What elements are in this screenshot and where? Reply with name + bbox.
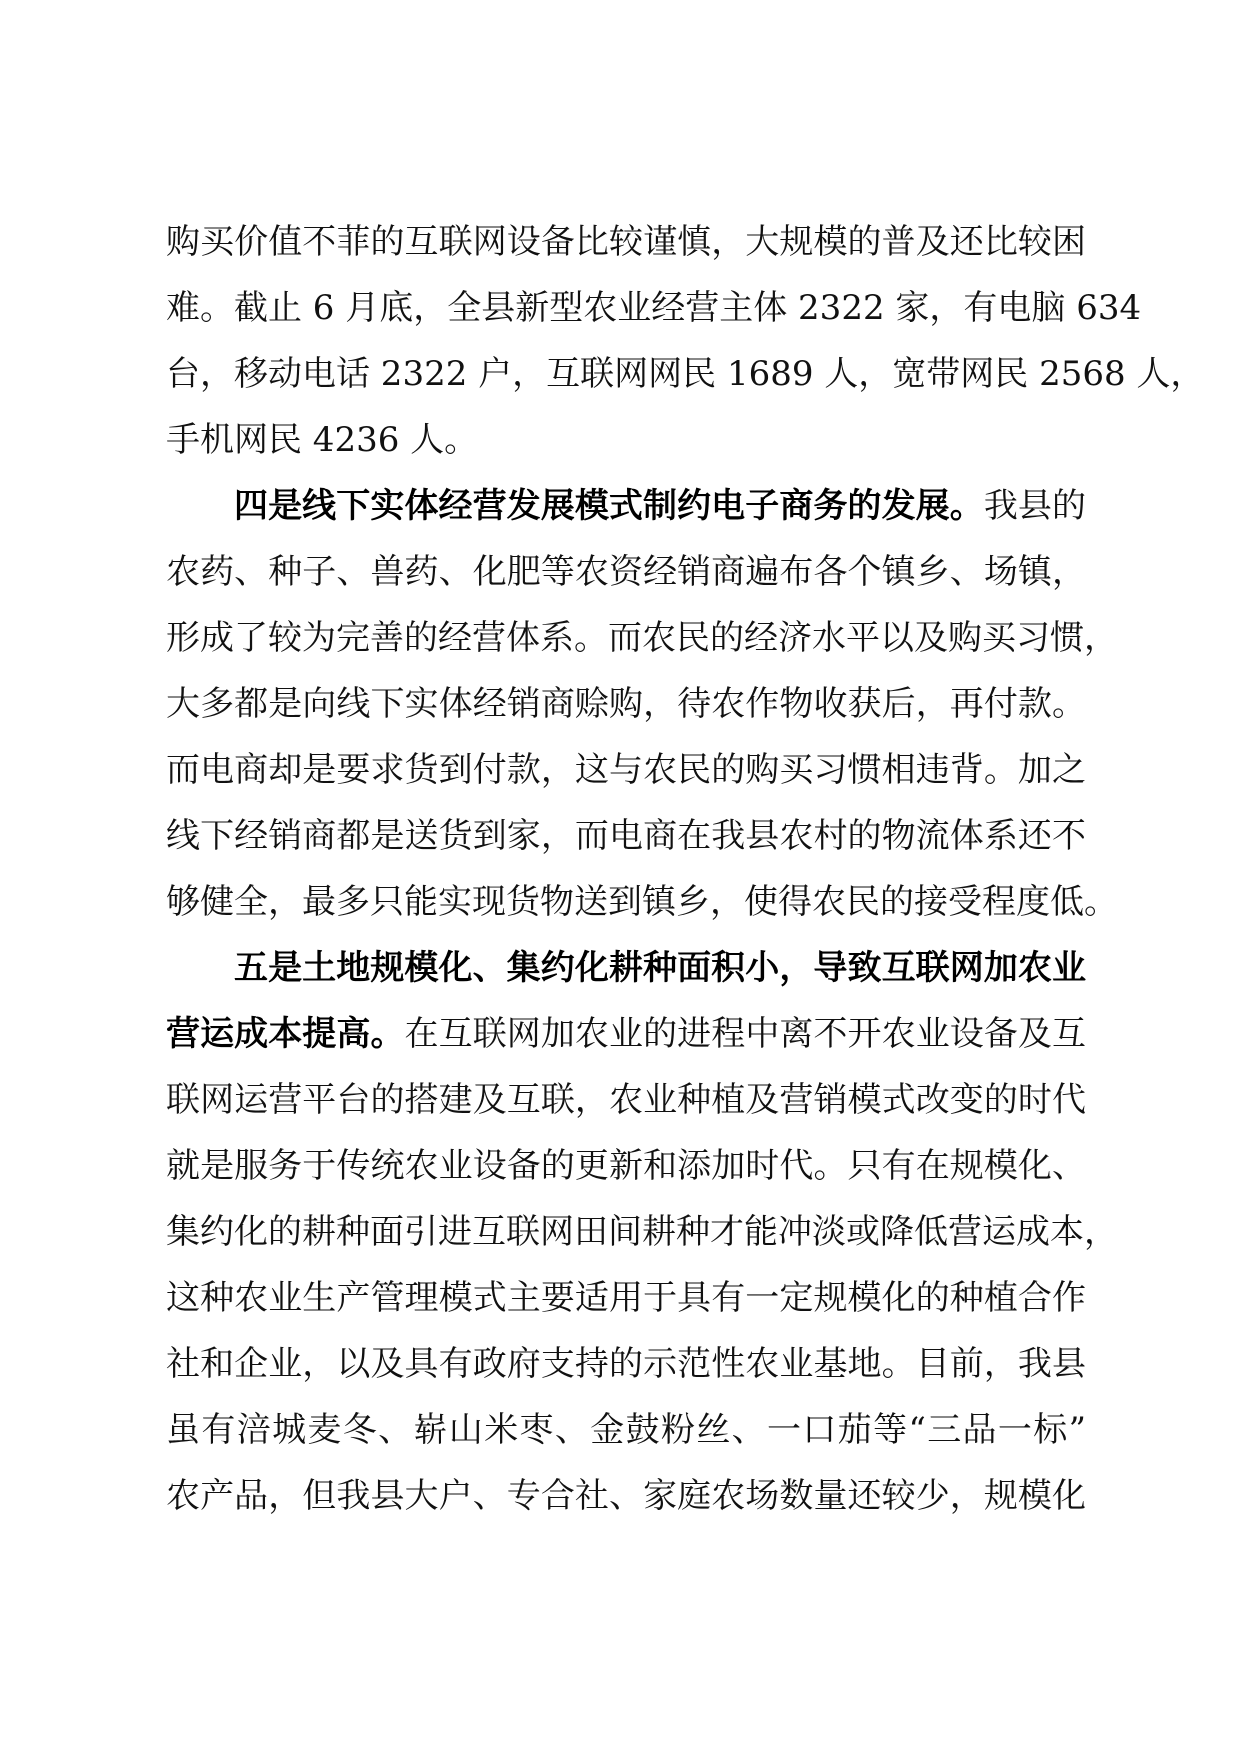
paragraph-3-line-5: 集约化的耕种面引进互联网田间耕种才能冲淡或降低营运成本， bbox=[166, 1212, 1118, 1252]
paragraph-2-heading: 四是线下实体经营发展模式制约电子商务的发展。 bbox=[234, 486, 984, 526]
paragraph-2-line-4: 大多都是向线下实体经销商赊购，待农作物收获后，再付款。 bbox=[166, 684, 1086, 724]
paragraph-2-line-1 bbox=[234, 470, 1086, 542]
paragraph-1-line-2: 难。截止 6 月底，全县新型农业经营主体 2322 家，有电脑 634 bbox=[166, 288, 1142, 328]
paragraph-3-line-3: 联网运营平台的搭建及互联，农业种植及营销模式改变的时代 bbox=[166, 1080, 1086, 1120]
paragraph-2-line-6: 线下经销商都是送货到家，而电商在我县农村的物流体系还不 bbox=[166, 816, 1086, 856]
paragraph-3-line-4: 就是服务于传统农业设备的更新和添加时代。只有在规模化、 bbox=[166, 1146, 1086, 1186]
paragraph-2-line-2: 农药、种子、兽药、化肥等农资经销商遍布各个镇乡、场镇， bbox=[166, 552, 1086, 592]
paragraph-1-line-1: 购买价值不菲的互联网设备比较谨慎，大规模的普及还比较困 bbox=[166, 222, 1086, 262]
paragraph-3-heading-line-2: 营运成本提高。 bbox=[166, 1014, 405, 1054]
paragraph-1-line-3: 台，移动电话 2322 户，互联网网民 1689 人，宽带网民 2568 人， bbox=[166, 354, 1205, 394]
paragraph-1-line-4: 手机网民 4236 人。 bbox=[166, 420, 479, 460]
paragraph-3-line-2-rest: 在互联网加农业的进程中离不开农业设备及互 bbox=[404, 1014, 1087, 1054]
paragraph-2-line-1-rest: 我县的 bbox=[983, 486, 1087, 526]
paragraph-3-heading-line-1: 五是土地规模化、集约化耕种面积小，导致互联网加农业 bbox=[234, 948, 1086, 988]
paragraph-3-line-7: 社和企业，以及具有政府支持的示范性农业基地。目前，我县 bbox=[166, 1344, 1086, 1384]
paragraph-3-line-6: 这种农业生产管理模式主要适用于具有一定规模化的种植合作 bbox=[166, 1278, 1086, 1318]
paragraph-2-line-7: 够健全，最多只能实现货物送到镇乡，使得农民的接受程度低。 bbox=[166, 882, 1118, 922]
paragraph-3-line-9: 农产品，但我县大户、专合社、家庭农场数量还较少，规模化 bbox=[166, 1476, 1086, 1516]
paragraph-2-line-5: 而电商却是要求货到付款，这与农民的购买习惯相违背。加之 bbox=[166, 750, 1086, 790]
paragraph-3-line-2 bbox=[166, 998, 1086, 1070]
paragraph-3-line-8: 虽有涪城麦冬、崭山米枣、金鼓粉丝、一口茄等“三品一标” bbox=[166, 1410, 1086, 1450]
paragraph-2-line-3: 形成了较为完善的经营体系。而农民的经济水平以及购买习惯， bbox=[166, 618, 1118, 658]
